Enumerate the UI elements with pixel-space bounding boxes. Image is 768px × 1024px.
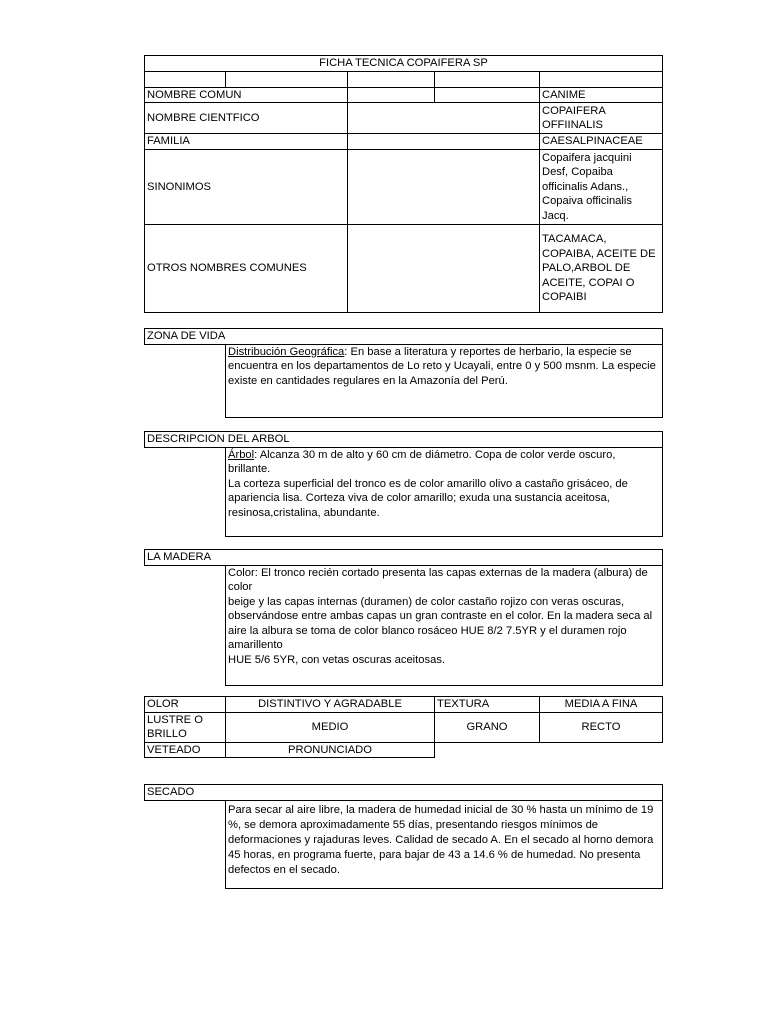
distribucion-term: Distribución Geográfica [228, 345, 345, 358]
zona-vida-body [226, 344, 663, 417]
ficha-title: FICHA TECNICA COPAIFERA SP [145, 56, 663, 72]
nombre-comun-value: CANIME [540, 87, 663, 103]
empty-cell [348, 103, 540, 134]
familia-label: FAMILIA [145, 134, 348, 150]
empty-cell [145, 447, 226, 536]
empty-cell [348, 87, 435, 103]
empty-cell [226, 71, 348, 87]
empty-cell [145, 71, 226, 87]
madera-header: LA MADERA [145, 550, 663, 566]
empty-cell [348, 134, 540, 150]
madera-line: Color: El tronco recién cortado presenta las capas externas de la madera (albura) de color [228, 566, 648, 593]
olor-value: DISTINTIVO Y AGRADABLE [226, 697, 435, 713]
ficha-table [144, 55, 663, 313]
madera-line: beige y las capas internas (duramen) de color castaño rojizo con veras oscuras, [228, 595, 625, 608]
madera-line: HUE 5/6 5YR, con vetas oscuras aceitosas. [228, 653, 446, 666]
grano-label: GRANO [435, 712, 540, 742]
secado-body: Para secar al aire libre, la madera de humedad inicial de 30 % hasta un mínimo de 19 %, se demora aproximadamente 55 días, presentando riesgos mínimos de deformaciones y rajaduras leves. Calidad de secado A. En el secado al horno demora 45 horas, en programa fuerte, para bajar de 43 a 14.6 % de humedad. No presenta defectos en el secado. [226, 800, 663, 888]
descripcion-line: : Alcanza 30 m de alto y 60 cm de diámetro. Copa de color verde oscuro, brillante. [228, 448, 616, 475]
zona-vida-line: : En base a literatura y reportes de herbario, la especie se [344, 345, 632, 358]
empty-cell [435, 742, 540, 758]
empty-cell [435, 87, 540, 103]
empty-cell [540, 71, 663, 87]
empty-cell [435, 71, 540, 87]
zona-vida-header: ZONA DE VIDA [145, 329, 663, 345]
nombre-cientifico-value: COPAIFERA OFFIINALIS [540, 103, 663, 134]
empty-cell [145, 800, 226, 888]
descripcion-arbol-header: DESCRIPCION DEL ARBOL [145, 432, 663, 448]
descripcion-line: apariencia lisa. Corteza viva de color amarillo; exuda una sustancia aceitosa, resinosa,cristalina, abundante. [228, 492, 610, 519]
textura-label: TEXTURA [435, 697, 540, 713]
propiedades-table [144, 696, 663, 758]
empty-cell [348, 225, 540, 313]
empty-cell [540, 742, 663, 758]
textura-value: MEDIA A FINA [540, 697, 663, 713]
grano-value: RECTO [540, 712, 663, 742]
secado-table [144, 784, 663, 889]
arbol-term: Árbol [228, 448, 255, 461]
madera-line: observándose entre ambas capas un gran contraste en el color. En la madera seca al aire la albura se toma de color blanco rosáceo HUE 8/2 7.5YR y el duramen rojo amarillento [228, 610, 653, 651]
lustre-value: MEDIO [226, 712, 435, 742]
familia-value: CAESALPINACEAE [540, 134, 663, 150]
otros-nombres-value: TACAMACA, COPAIBA, ACEITE DE PALO,ARBOL DE ACEITE, COPAI O COPAIBI [540, 225, 663, 313]
otros-nombres-label: OTROS NOMBRES COMUNES [145, 225, 348, 313]
descripcion-line: La corteza superficial del tronco es de color amarillo olivo a castaño grisáceo, de [228, 477, 628, 490]
zona-vida-line: encuentra en los departamentos de Lo reto y Ucayali, entre 0 y 500 msnm. La especie [228, 360, 656, 372]
descripcion-arbol-table [144, 431, 663, 537]
nombre-comun-label: NOMBRE COMUN [145, 87, 348, 103]
empty-cell [145, 565, 226, 685]
sinonimos-value: Copaifera jacquini Desf, Copaiba officinalis Adans., Copaiva officinalis Jacq. [540, 150, 663, 225]
descripcion-arbol-body [226, 447, 663, 536]
nombre-cientifico-label: NOMBRE CIENTFICO [145, 103, 348, 134]
sinonimos-label: SINONIMOS [145, 150, 348, 225]
empty-cell [145, 344, 226, 417]
empty-cell [348, 71, 435, 87]
veteado-value: PRONUNCIADO [226, 742, 435, 758]
empty-cell [348, 150, 540, 225]
madera-table [144, 549, 663, 686]
madera-body [226, 565, 663, 685]
veteado-label: VETEADO [145, 742, 226, 758]
lustre-label: LUSTRE O BRILLO [145, 712, 226, 742]
secado-header: SECADO [145, 785, 663, 801]
olor-label: OLOR [145, 697, 226, 713]
zona-vida-line: existe en cantidades regulares en la Amazonía del Perú. [228, 374, 508, 387]
zona-vida-table [144, 328, 663, 418]
